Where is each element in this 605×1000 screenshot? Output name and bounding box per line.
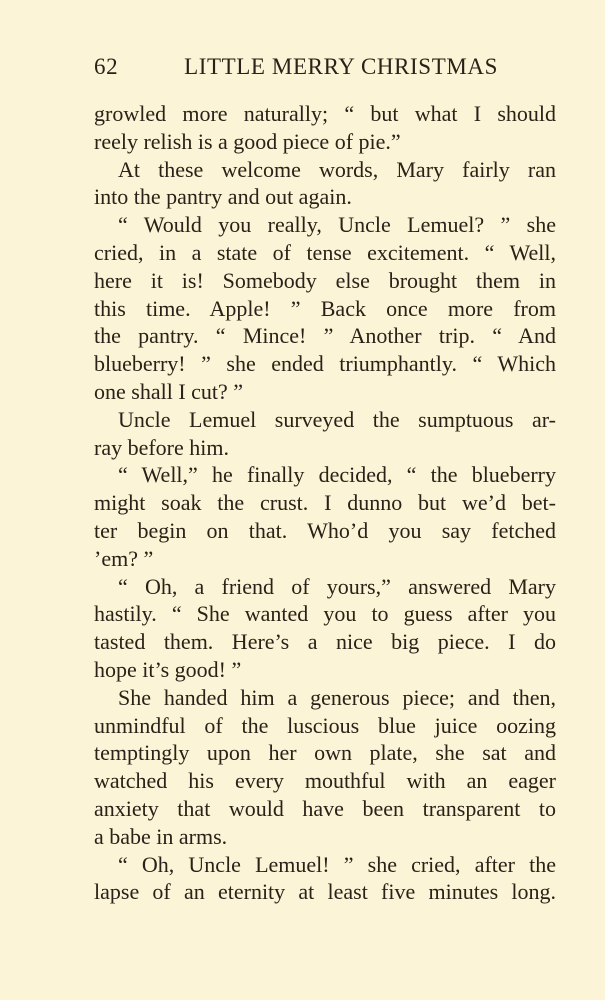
text-line: hastily. “ She wanted you to guess after you — [94, 601, 556, 627]
running-header — [94, 54, 498, 86]
text-line: growled more naturally; “ but what I should — [94, 101, 556, 126]
text-line: ’em? ” — [94, 545, 154, 571]
body-text — [94, 100, 556, 906]
text-line: “ Oh, a friend of yours,” answered Mary — [118, 573, 556, 599]
text-line: cried, in a state of tense excitement. “ Well, — [94, 239, 556, 265]
text-line: blueberry! ” she ended triumphantly. “ Which — [94, 351, 556, 377]
text-line: watched his every mouthful with an eager — [94, 768, 556, 794]
text-line: “ Would you really, Uncle Lemuel? ” she — [118, 212, 556, 238]
text-line: ray before him. — [94, 434, 229, 460]
text-line: this time. Apple! ” Back once more from — [94, 295, 556, 321]
text-line: unmindful of the luscious blue juice oozing — [94, 712, 556, 738]
text-line: tasted them. Here’s a nice big piece. I do — [94, 629, 556, 655]
text-line: Uncle Lemuel surveyed the sumptuous ar- — [118, 406, 556, 432]
running-title: LITTLE MERRY CHRISTMAS — [184, 54, 498, 79]
text-line: one shall I cut? ” — [94, 378, 244, 404]
text-line: At these welcome words, Mary fairly ran — [118, 156, 556, 182]
text-line: She handed him a generous piece; and then, — [118, 684, 556, 710]
text-line: the pantry. “ Mince! ” Another trip. “ And — [94, 323, 556, 349]
text-line: a babe in arms. — [94, 823, 228, 849]
text-line: might soak the crust. I dunno but we’d bet- — [94, 490, 556, 516]
text-line: “ Oh, Uncle Lemuel! ” she cried, after the — [118, 851, 556, 877]
text-line: reely relish is a good piece of pie.” — [94, 128, 401, 154]
text-line: here it is! Somebody else brought them in — [94, 267, 556, 293]
text-line: anxiety that would have been transparent to — [94, 795, 556, 821]
text-line: ter begin on that. Who’d you say fetched — [94, 517, 556, 543]
text-line: “ Well,” he finally decided, “ the blueberry — [118, 462, 556, 488]
text-line: temptingly upon her own plate, she sat and — [94, 740, 556, 766]
text-line: into the pantry and out again. — [94, 184, 352, 210]
text-line: hope it’s good! ” — [94, 656, 242, 682]
page-number: 62 — [94, 54, 119, 79]
text-line: lapse of an eternity at least five minutes long. — [94, 879, 556, 905]
